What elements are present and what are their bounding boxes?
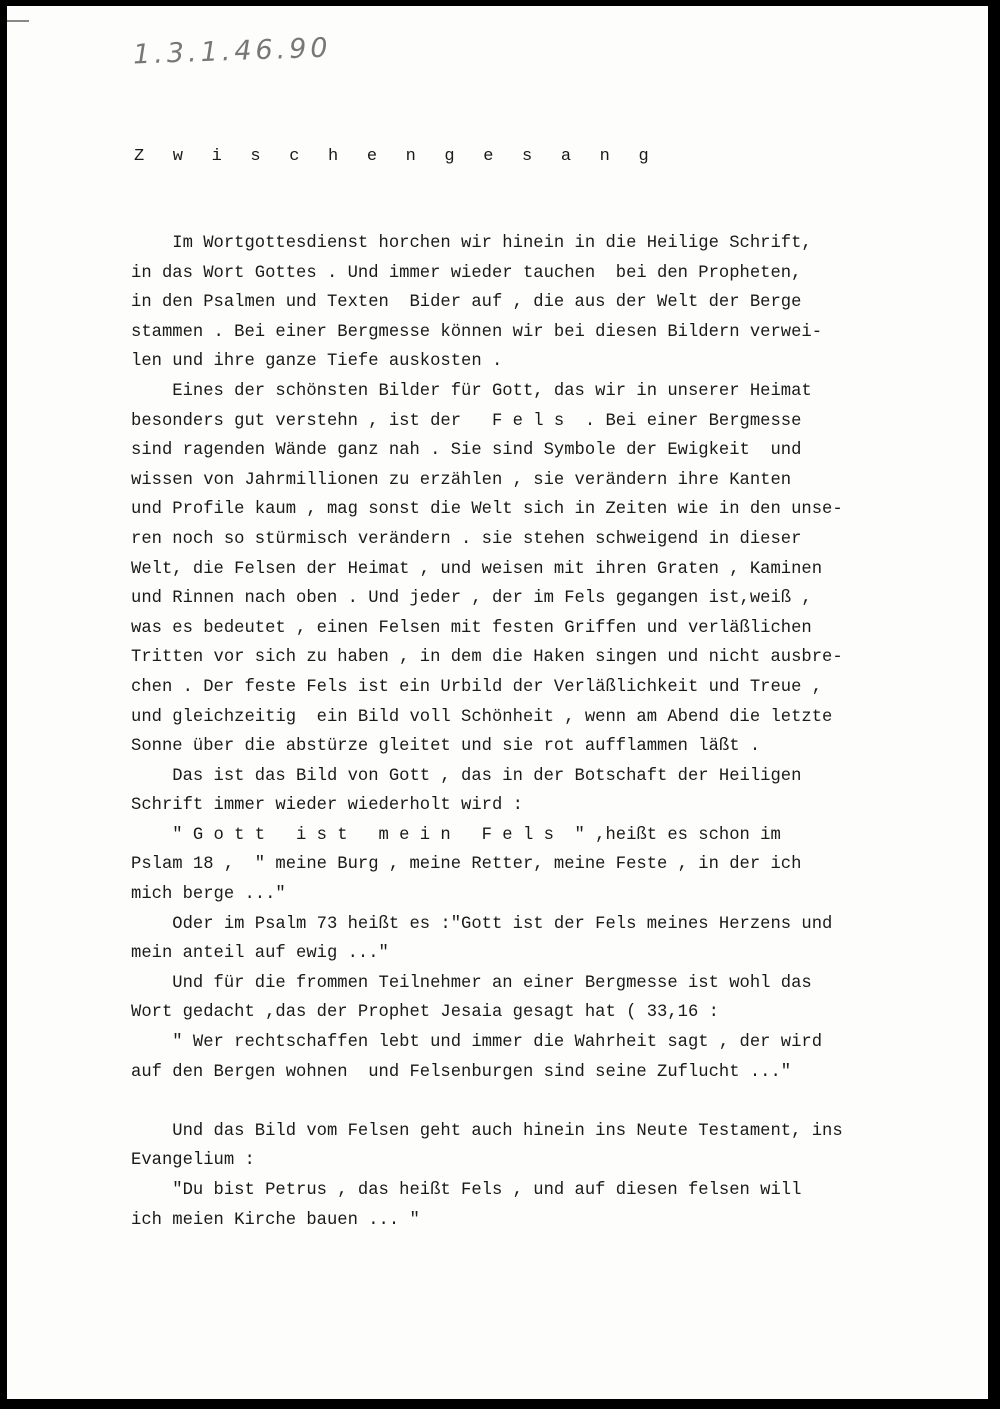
text-line: ich meien Kirche bauen ... " xyxy=(131,1210,420,1230)
text-line: Evangelium : xyxy=(131,1151,255,1171)
text-line: sind ragenden Wände ganz nah . Sie sind Symbole der Ewigkeit und xyxy=(131,441,802,461)
text-line: in den Psalmen und Texten Bider auf , die aus der Welt der Berge xyxy=(131,293,802,313)
text-line: "Du bist Petrus , das heißt Fels , und auf diesen felsen will xyxy=(131,1181,802,1200)
text-line: stammen . Bei einer Bergmesse können wir bei diesen Bildern verwei- xyxy=(131,322,823,342)
document-title: Z w i s c h e n g e s a n g xyxy=(134,147,658,166)
text-line: Und für die frommen Teilnehmer an einer Bergmesse ist wohl das xyxy=(131,973,812,993)
text-line: wissen von Jahrmillionen zu erzählen , sie verändern ihre Kanten xyxy=(131,470,792,490)
text-line: Wort gedacht ,das der Prophet Jesaia gesagt hat ( 33,16 : xyxy=(131,1003,719,1023)
text-line: auf den Bergen wohnen und Felsenburgen sind seine Zuflucht ..." xyxy=(131,1062,792,1082)
text-line: und Rinnen nach oben . Und jeder , der im Fels gegangen ist,weiß , xyxy=(131,589,812,609)
text-line: mich berge ..." xyxy=(131,885,286,905)
text-line: ren noch so stürmisch verändern . sie stehen schweigend in dieser xyxy=(131,529,802,549)
text-line: " G o t t i s t m e i n F e l s " ,heißt es schon im xyxy=(131,825,781,845)
text-line: Das ist das Bild von Gott , das in der Botschaft der Heiligen xyxy=(131,766,802,786)
text-line: besonders gut verstehn , ist der F e l s . Bei einer Bergmesse xyxy=(131,411,802,431)
text-line: was es bedeutet , einen Felsen mit festen Griffen und verläßlichen xyxy=(131,618,812,638)
text-line: " Wer rechtschaffen lebt und immer die Wahrheit sagt , der wird xyxy=(131,1033,823,1053)
handwritten-archive-number: 1.3.1.46.90 xyxy=(132,32,333,71)
text-line: in das Wort Gottes . Und immer wieder tauchen bei den Propheten, xyxy=(131,263,802,283)
text-line: und gleichzeitig ein Bild voll Schönheit , wenn am Abend die letzte xyxy=(131,707,833,727)
text-line: mein anteil auf ewig ..." xyxy=(131,944,389,964)
text-line: Oder im Psalm 73 heißt es :"Gott ist der Fels meines Herzens und xyxy=(131,914,833,934)
text-line: Welt, die Felsen der Heimat , und weisen mit ihren Graten , Kaminen xyxy=(131,559,823,579)
text-line: und Profile kaum , mag sonst die Welt sich in Zeiten wie in den unse- xyxy=(131,500,843,520)
text-line: Sonne über die abstürze gleitet und sie rot aufflammen läßt . xyxy=(131,737,761,757)
text-line: Tritten vor sich zu haben , in dem die Haken singen und nicht ausbre- xyxy=(131,648,843,668)
scan-edge-mark xyxy=(7,20,29,22)
text-line: Pslam 18 , " meine Burg , meine Retter, meine Feste , in der ich xyxy=(131,855,802,875)
text-line: chen . Der feste Fels ist ein Urbild der Verläßlichkeit und Treue , xyxy=(131,677,823,697)
document-page xyxy=(7,6,988,1399)
text-line: Eines der schönsten Bilder für Gott, das wir in unserer Heimat xyxy=(131,381,812,401)
text-line xyxy=(131,1087,961,1117)
document-body xyxy=(131,229,961,1235)
text-line: Schrift immer wieder wiederholt wird : xyxy=(131,796,523,816)
text-line: Im Wortgottesdienst horchen wir hinein in die Heilige Schrift, xyxy=(131,234,812,253)
text-line: Und das Bild vom Felsen geht auch hinein ins Neute Testament, ins xyxy=(131,1121,843,1141)
text-line: len und ihre ganze Tiefe auskosten . xyxy=(131,352,503,372)
